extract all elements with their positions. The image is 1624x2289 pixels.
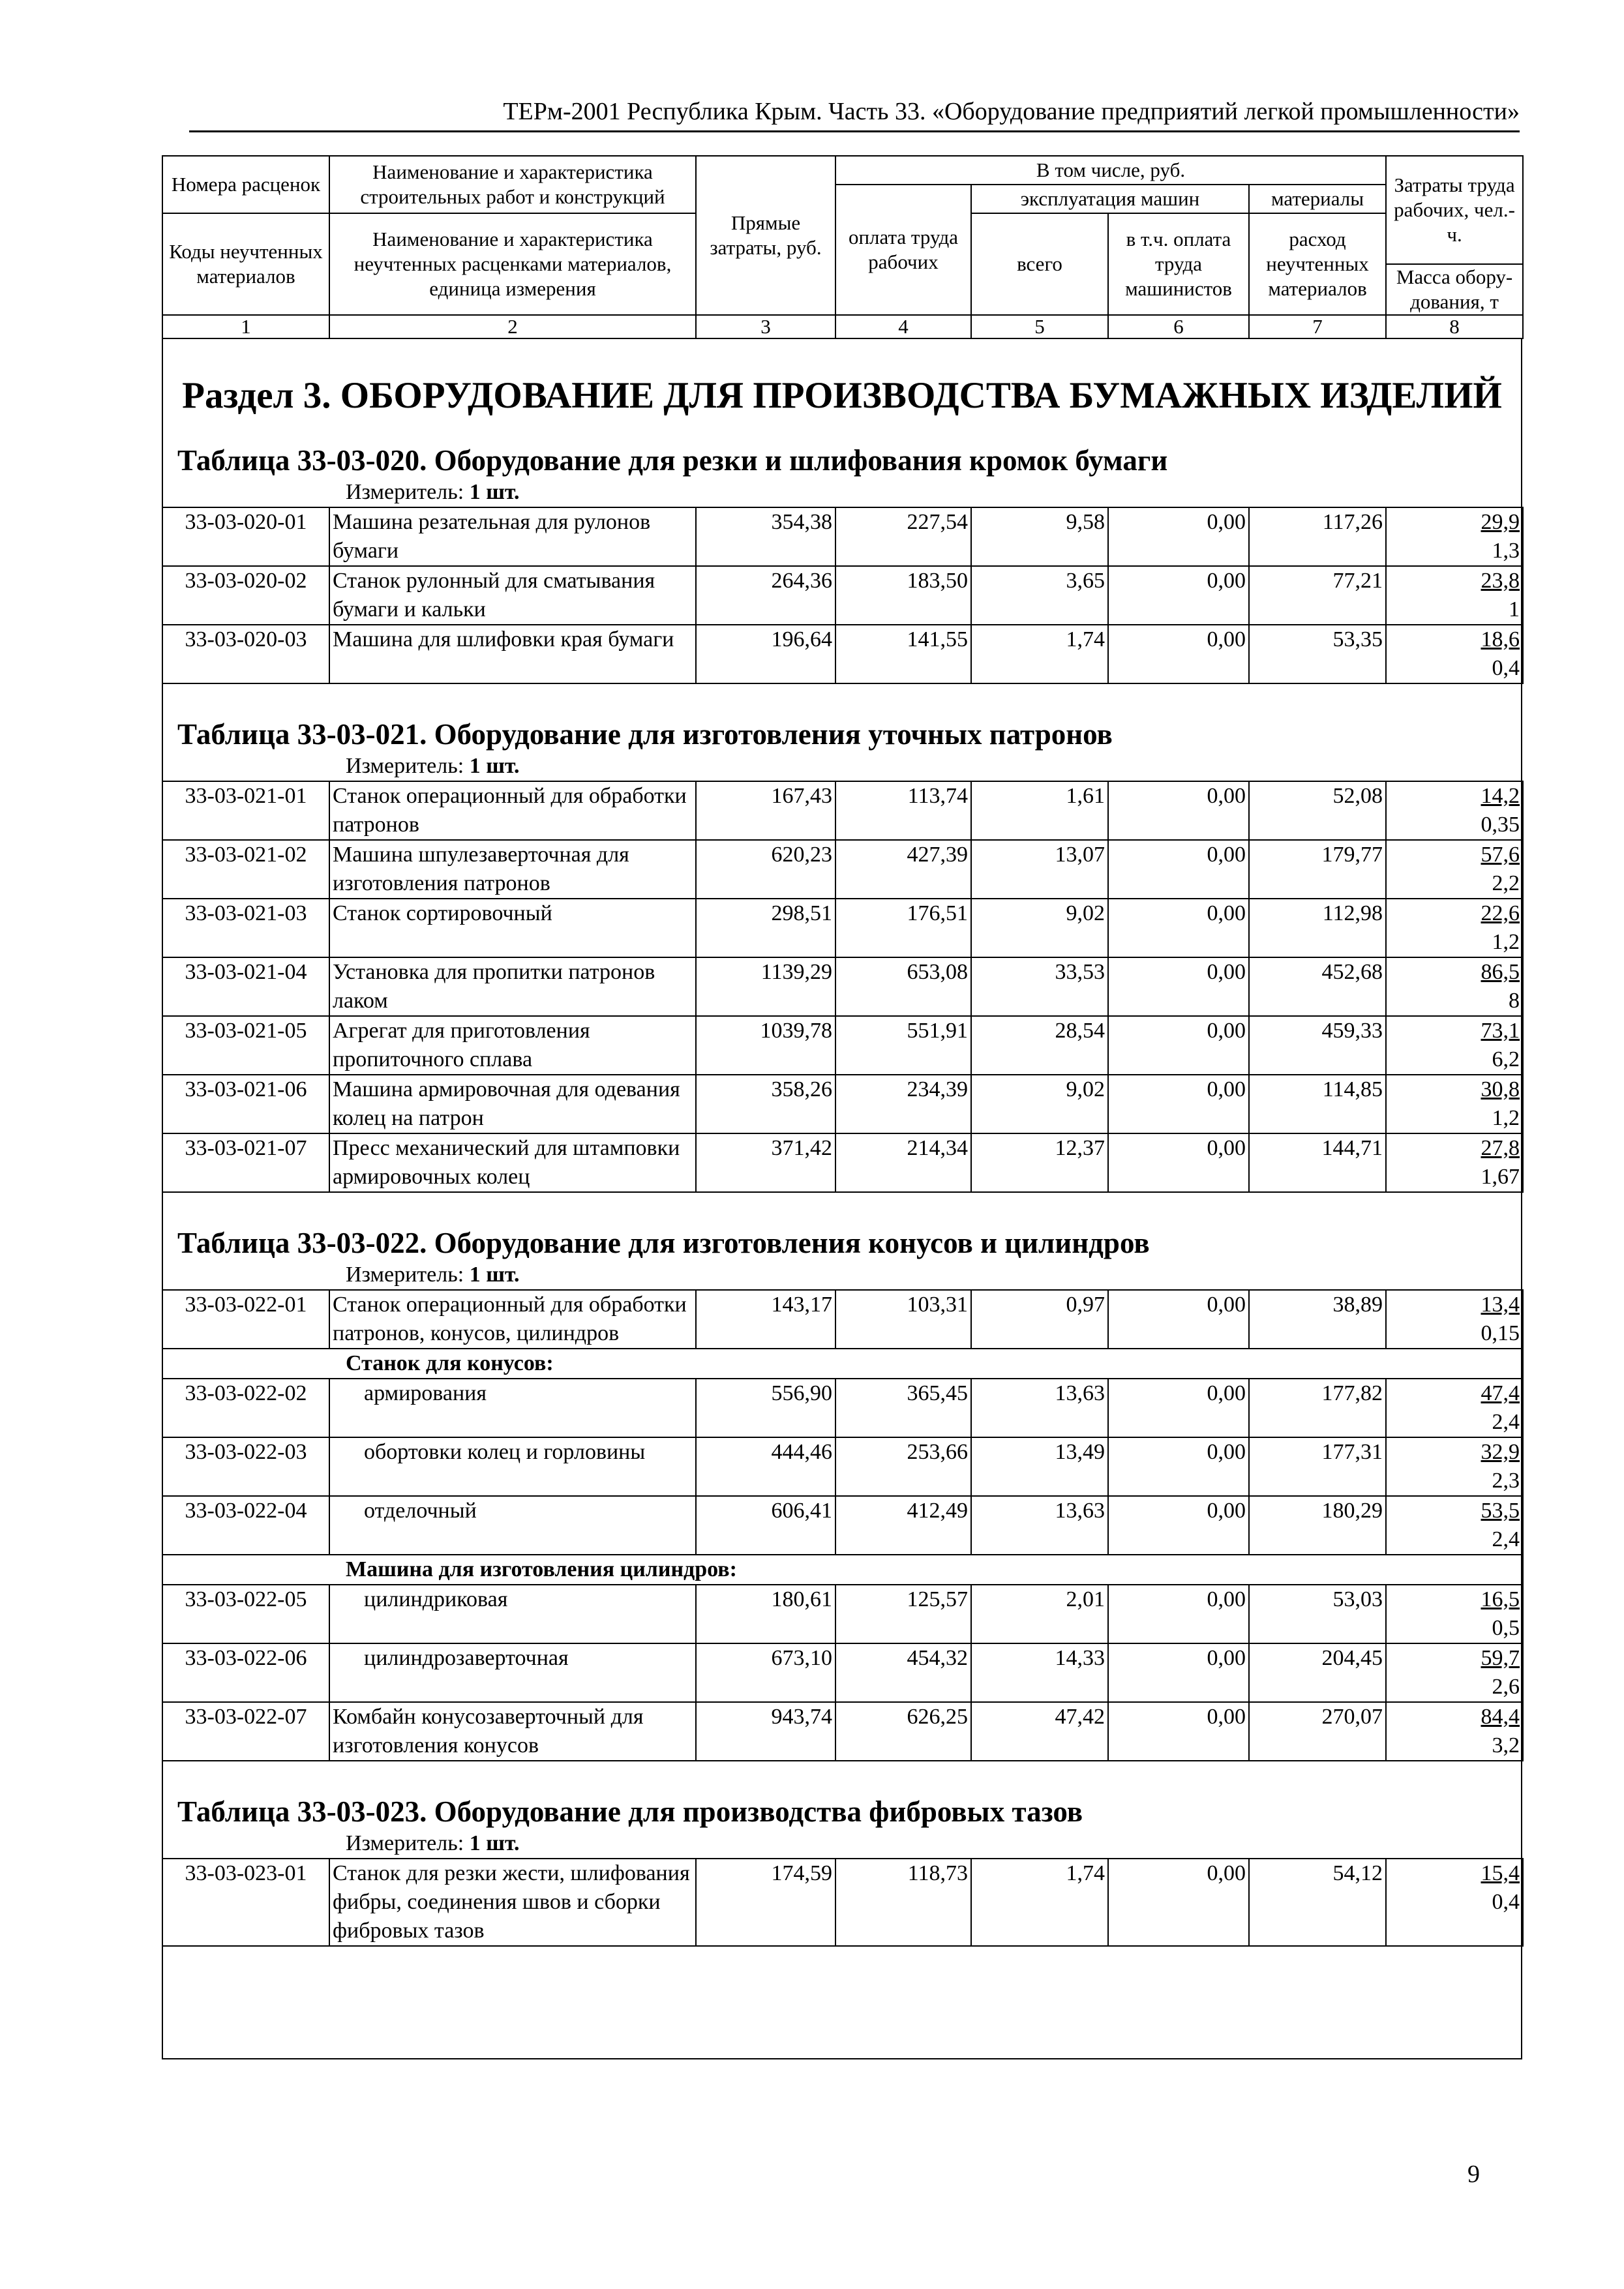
worker-pay: 454,32 xyxy=(835,1643,971,1702)
materials-value: 179,77 xyxy=(1249,840,1386,899)
rate-tables xyxy=(163,443,1521,1979)
materials-value: 114,85 xyxy=(1249,1075,1386,1133)
unit-value: 1 шт. xyxy=(469,754,520,778)
labor-hours xyxy=(1387,567,1520,595)
labor-and-mass xyxy=(1386,1702,1523,1761)
table-row xyxy=(162,1016,1523,1075)
direct-costs: 174,59 xyxy=(696,1859,835,1946)
table-row xyxy=(162,1496,1523,1555)
rate-code: 33-03-021-04 xyxy=(162,957,329,1016)
column-number: 6 xyxy=(1108,315,1249,338)
column-number: 7 xyxy=(1249,315,1386,338)
machines-total: 1,74 xyxy=(971,1859,1108,1946)
column-header-table xyxy=(162,155,1524,339)
rate-code: 33-03-022-01 xyxy=(162,1290,329,1349)
column-number: 2 xyxy=(329,315,696,338)
equipment-mass: 2,3 xyxy=(1492,1469,1520,1493)
rate-code: 33-03-020-03 xyxy=(162,625,329,683)
rate-name: Станок для резки жести, шлифования фибры, соединения швов и сборки фибровых тазов xyxy=(329,1859,696,1946)
group-header-row xyxy=(162,1349,1523,1379)
rate-code: 33-03-020-01 xyxy=(162,507,329,566)
materials-value: 53,03 xyxy=(1249,1585,1386,1643)
operators-pay: 0,00 xyxy=(1108,1643,1249,1702)
rate-name: армирования xyxy=(329,1379,696,1437)
machines-total: 9,02 xyxy=(971,899,1108,957)
table-row xyxy=(162,840,1523,899)
header-rate-numbers: Номера расценок xyxy=(162,156,329,213)
header-unaccounted-materials: расход неучтенных материалов xyxy=(1249,213,1386,315)
labor-and-mass xyxy=(1386,566,1523,625)
operators-pay: 0,00 xyxy=(1108,957,1249,1016)
unit-value: 1 шт. xyxy=(469,1831,520,1855)
unit-label: Измеритель: xyxy=(346,1831,464,1855)
worker-pay: 176,51 xyxy=(835,899,971,957)
unit-label: Измеритель: xyxy=(346,1263,464,1287)
table-row xyxy=(162,1702,1523,1761)
materials-value: 452,68 xyxy=(1249,957,1386,1016)
operators-pay: 0,00 xyxy=(1108,1437,1249,1496)
unit-label: Измеритель: xyxy=(346,754,464,778)
machines-total: 1,61 xyxy=(971,781,1108,840)
operators-pay: 0,00 xyxy=(1108,1859,1249,1946)
materials-value: 204,45 xyxy=(1249,1643,1386,1702)
labor-hours-value: 16,5 xyxy=(1481,1587,1520,1611)
header-worker-pay: оплата труда рабочих xyxy=(835,185,971,315)
labor-and-mass xyxy=(1386,1290,1523,1349)
materials-value: 53,35 xyxy=(1249,625,1386,683)
group-header: Машина для изготовления цилиндров: xyxy=(162,1555,1523,1585)
table-row xyxy=(162,899,1523,957)
machines-total: 47,42 xyxy=(971,1702,1108,1761)
operators-pay: 0,00 xyxy=(1108,1585,1249,1643)
direct-costs: 167,43 xyxy=(696,781,835,840)
materials-value: 38,89 xyxy=(1249,1290,1386,1349)
labor-hours-value: 84,4 xyxy=(1481,1705,1520,1729)
labor-hours-value: 27,8 xyxy=(1481,1136,1520,1160)
page-number: 9 xyxy=(1467,2161,1480,2188)
group-header-row xyxy=(162,1555,1523,1585)
equipment-mass: 8 xyxy=(1509,989,1520,1013)
rate-code: 33-03-020-02 xyxy=(162,566,329,625)
table-gap xyxy=(163,1193,1521,1225)
labor-hours-value: 86,5 xyxy=(1481,960,1520,984)
table-row xyxy=(162,625,1523,683)
rate-name: отделочный xyxy=(329,1496,696,1555)
operators-pay: 0,00 xyxy=(1108,507,1249,566)
equipment-mass: 1 xyxy=(1509,597,1520,621)
labor-hours-value: 15,4 xyxy=(1481,1861,1520,1885)
direct-costs: 606,41 xyxy=(696,1496,835,1555)
machines-total: 13,63 xyxy=(971,1496,1108,1555)
rate-code: 33-03-021-05 xyxy=(162,1016,329,1075)
labor-hours-value: 29,9 xyxy=(1481,510,1520,534)
header-materials: материалы xyxy=(1249,185,1386,213)
worker-pay: 113,74 xyxy=(835,781,971,840)
labor-hours-value: 57,6 xyxy=(1481,843,1520,867)
table-row xyxy=(162,1643,1523,1702)
labor-hours-value: 47,4 xyxy=(1481,1381,1520,1405)
unit-value: 1 шт. xyxy=(469,480,520,504)
labor-hours-value: 22,6 xyxy=(1481,901,1520,925)
rate-code: 33-03-023-01 xyxy=(162,1859,329,1946)
rate-name: Пресс механический для штамповки армировочных колец xyxy=(329,1133,696,1192)
labor-hours-value: 18,6 xyxy=(1481,627,1520,651)
machines-total: 13,07 xyxy=(971,840,1108,899)
rate-name: Машина для шлифовки края бумаги xyxy=(329,625,696,683)
labor-hours xyxy=(1387,1497,1520,1525)
labor-hours xyxy=(1387,1134,1520,1163)
direct-costs: 371,42 xyxy=(696,1133,835,1192)
labor-hours xyxy=(1387,1585,1520,1614)
operators-pay: 0,00 xyxy=(1108,1702,1249,1761)
rate-code: 33-03-022-05 xyxy=(162,1585,329,1643)
worker-pay: 412,49 xyxy=(835,1496,971,1555)
labor-hours xyxy=(1387,1075,1520,1104)
rate-name: Станок рулонный для сматывания бумаги и кальки xyxy=(329,566,696,625)
labor-hours xyxy=(1387,841,1520,869)
labor-hours xyxy=(1387,1438,1520,1467)
labor-hours xyxy=(1387,1291,1520,1319)
header-material-names: Наименование и характеристика неучтенных расценками материалов, единица измерения xyxy=(329,213,696,315)
rate-code: 33-03-022-07 xyxy=(162,1702,329,1761)
machines-total: 2,01 xyxy=(971,1585,1108,1643)
rate-table xyxy=(162,781,1524,1193)
labor-hours xyxy=(1387,1859,1520,1888)
table-gap xyxy=(163,1761,1521,1794)
rate-table xyxy=(162,1858,1524,1947)
equipment-mass: 2,6 xyxy=(1492,1675,1520,1699)
labor-hours xyxy=(1387,782,1520,811)
worker-pay: 227,54 xyxy=(835,507,971,566)
worker-pay: 141,55 xyxy=(835,625,971,683)
rate-name: цилиндрозаверточная xyxy=(329,1643,696,1702)
materials-value: 144,71 xyxy=(1249,1133,1386,1192)
direct-costs: 1139,29 xyxy=(696,957,835,1016)
labor-hours xyxy=(1387,899,1520,928)
rate-code: 33-03-021-03 xyxy=(162,899,329,957)
labor-and-mass xyxy=(1386,1437,1523,1496)
labor-and-mass xyxy=(1386,781,1523,840)
rate-code: 33-03-021-06 xyxy=(162,1075,329,1133)
machines-total: 0,97 xyxy=(971,1290,1108,1349)
rate-code: 33-03-021-01 xyxy=(162,781,329,840)
materials-value: 117,26 xyxy=(1249,507,1386,566)
header-including: В том числе, руб. xyxy=(835,156,1386,185)
labor-hours-value: 32,9 xyxy=(1481,1440,1520,1464)
machines-total: 13,49 xyxy=(971,1437,1108,1496)
operators-pay: 0,00 xyxy=(1108,625,1249,683)
rate-code: 33-03-022-02 xyxy=(162,1379,329,1437)
table-gap xyxy=(163,684,1521,717)
unit-line xyxy=(346,752,1521,781)
operators-pay: 0,00 xyxy=(1108,1075,1249,1133)
rate-code: 33-03-022-03 xyxy=(162,1437,329,1496)
unit-line xyxy=(346,478,1521,507)
materials-value: 77,21 xyxy=(1249,566,1386,625)
header-rule xyxy=(189,130,1520,132)
labor-and-mass xyxy=(1386,625,1523,683)
column-number: 3 xyxy=(696,315,835,338)
rate-name: Станок операционный для обработки патронов xyxy=(329,781,696,840)
group-header: Станок для конусов: xyxy=(162,1349,1523,1379)
machines-total: 3,65 xyxy=(971,566,1108,625)
header-direct-costs: Прямые затраты, руб. xyxy=(696,156,835,315)
equipment-mass: 1,67 xyxy=(1481,1165,1520,1189)
labor-hours-value: 30,8 xyxy=(1481,1077,1520,1101)
equipment-mass: 0,35 xyxy=(1481,813,1520,837)
header-labor-costs: Затраты труда рабочих, чел.-ч. xyxy=(1386,156,1523,264)
worker-pay: 125,57 xyxy=(835,1585,971,1643)
labor-hours xyxy=(1387,625,1520,654)
direct-costs: 943,74 xyxy=(696,1702,835,1761)
rate-code: 33-03-021-02 xyxy=(162,840,329,899)
table-row xyxy=(162,781,1523,840)
machines-total: 33,53 xyxy=(971,957,1108,1016)
column-number: 8 xyxy=(1386,315,1523,338)
direct-costs: 180,61 xyxy=(696,1585,835,1643)
labor-and-mass xyxy=(1386,899,1523,957)
worker-pay: 253,66 xyxy=(835,1437,971,1496)
labor-hours-value: 53,5 xyxy=(1481,1499,1520,1523)
direct-costs: 264,36 xyxy=(696,566,835,625)
rate-name: Комбайн конусозаверточный для изготовления конусов xyxy=(329,1702,696,1761)
table-row xyxy=(162,1859,1523,1946)
labor-and-mass xyxy=(1386,1133,1523,1192)
table-row xyxy=(162,1290,1523,1349)
table-title: Таблица 33-03-022. Оборудование для изготовления конусов и цилиндров xyxy=(177,1227,1150,1259)
equipment-mass: 3,2 xyxy=(1492,1733,1520,1758)
worker-pay: 214,34 xyxy=(835,1133,971,1192)
equipment-mass: 0,4 xyxy=(1492,656,1520,680)
labor-and-mass xyxy=(1386,1016,1523,1075)
labor-and-mass xyxy=(1386,1496,1523,1555)
labor-hours xyxy=(1387,1644,1520,1673)
direct-costs: 354,38 xyxy=(696,507,835,566)
worker-pay: 103,31 xyxy=(835,1290,971,1349)
equipment-mass: 1,2 xyxy=(1492,930,1520,954)
equipment-mass: 2,2 xyxy=(1492,871,1520,895)
labor-and-mass xyxy=(1386,957,1523,1016)
rate-name: обортовки колец и горловины xyxy=(329,1437,696,1496)
table-title: Таблица 33-03-023. Оборудование для производства фибровых тазов xyxy=(177,1795,1083,1828)
worker-pay: 118,73 xyxy=(835,1859,971,1946)
rate-name: Машина шпулезаверточная для изготовления патронов xyxy=(329,840,696,899)
direct-costs: 298,51 xyxy=(696,899,835,957)
labor-and-mass xyxy=(1386,1379,1523,1437)
worker-pay: 653,08 xyxy=(835,957,971,1016)
operators-pay: 0,00 xyxy=(1108,1496,1249,1555)
table-row xyxy=(162,1133,1523,1192)
materials-value: 270,07 xyxy=(1249,1702,1386,1761)
unit-line xyxy=(346,1829,1521,1858)
labor-and-mass xyxy=(1386,1643,1523,1702)
direct-costs: 620,23 xyxy=(696,840,835,899)
equipment-mass: 1,2 xyxy=(1492,1106,1520,1130)
direct-costs: 358,26 xyxy=(696,1075,835,1133)
machines-total: 9,02 xyxy=(971,1075,1108,1133)
rate-name: Машина резательная для рулонов бумаги xyxy=(329,507,696,566)
main-content xyxy=(162,338,1522,2059)
header-material-codes: Коды неучтенных материалов xyxy=(162,213,329,315)
equipment-mass: 2,4 xyxy=(1492,1410,1520,1434)
header-machines-total: всего xyxy=(971,213,1108,315)
labor-and-mass xyxy=(1386,840,1523,899)
table-row xyxy=(162,1379,1523,1437)
labor-and-mass xyxy=(1386,1075,1523,1133)
labor-hours xyxy=(1387,1017,1520,1045)
table-row xyxy=(162,566,1523,625)
section-title: Раздел 3. ОБОРУДОВАНИЕ ДЛЯ ПРОИЗВОДСТВА БУМАЖНЫХ ИЗДЕЛИЙ xyxy=(182,375,1502,416)
table-title: Таблица 33-03-021. Оборудование для изготовления уточных патронов xyxy=(177,718,1113,751)
rate-name: Агрегат для приготовления пропиточного сплава xyxy=(329,1016,696,1075)
direct-costs: 143,17 xyxy=(696,1290,835,1349)
labor-hours-value: 13,4 xyxy=(1481,1293,1520,1317)
equipment-mass: 0,5 xyxy=(1492,1616,1520,1640)
labor-and-mass xyxy=(1386,507,1523,566)
rate-code: 33-03-021-07 xyxy=(162,1133,329,1192)
operators-pay: 0,00 xyxy=(1108,899,1249,957)
rate-name: Машина армировочная для одевания колец на патрон xyxy=(329,1075,696,1133)
running-header: ТЕРм-2001 Республика Крым. Часть 33. «Оборудование предприятий легкой промышленности» xyxy=(503,98,1520,125)
materials-value: 459,33 xyxy=(1249,1016,1386,1075)
table-row xyxy=(162,507,1523,566)
unit-label: Измеритель: xyxy=(346,480,464,504)
machines-total: 14,33 xyxy=(971,1643,1108,1702)
direct-costs: 444,46 xyxy=(696,1437,835,1496)
worker-pay: 365,45 xyxy=(835,1379,971,1437)
materials-value: 180,29 xyxy=(1249,1496,1386,1555)
worker-pay: 183,50 xyxy=(835,566,971,625)
unit-value: 1 шт. xyxy=(469,1263,520,1287)
table-row xyxy=(162,1585,1523,1643)
materials-value: 54,12 xyxy=(1249,1859,1386,1946)
equipment-mass: 2,4 xyxy=(1492,1527,1520,1551)
worker-pay: 427,39 xyxy=(835,840,971,899)
direct-costs: 556,90 xyxy=(696,1379,835,1437)
table-title: Таблица 33-03-020. Оборудование для резки и шлифования кромок бумаги xyxy=(177,444,1168,477)
equipment-mass: 1,3 xyxy=(1492,539,1520,563)
table-gap xyxy=(163,1947,1521,1979)
rate-name: Станок сортировочный xyxy=(329,899,696,957)
materials-value: 177,82 xyxy=(1249,1379,1386,1437)
materials-value: 52,08 xyxy=(1249,781,1386,840)
rate-table xyxy=(162,1289,1524,1761)
machines-total: 28,54 xyxy=(971,1016,1108,1075)
labor-hours xyxy=(1387,958,1520,987)
rate-name: цилиндриковая xyxy=(329,1585,696,1643)
worker-pay: 626,25 xyxy=(835,1702,971,1761)
column-number: 1 xyxy=(162,315,329,338)
table-row xyxy=(162,957,1523,1016)
column-number: 4 xyxy=(835,315,971,338)
machines-total: 9,58 xyxy=(971,507,1108,566)
table-row xyxy=(162,1075,1523,1133)
equipment-mass: 0,4 xyxy=(1492,1890,1520,1914)
rate-code: 33-03-022-06 xyxy=(162,1643,329,1702)
materials-value: 177,31 xyxy=(1249,1437,1386,1496)
header-work-name: Наименование и характеристика строительных работ и конструкций xyxy=(329,156,696,213)
rate-code: 33-03-022-04 xyxy=(162,1496,329,1555)
direct-costs: 673,10 xyxy=(696,1643,835,1702)
rate-table xyxy=(162,507,1524,684)
machines-total: 12,37 xyxy=(971,1133,1108,1192)
worker-pay: 551,91 xyxy=(835,1016,971,1075)
operators-pay: 0,00 xyxy=(1108,1290,1249,1349)
worker-pay: 234,39 xyxy=(835,1075,971,1133)
equipment-mass: 0,15 xyxy=(1481,1321,1520,1345)
labor-hours-value: 59,7 xyxy=(1481,1646,1520,1670)
operators-pay: 0,00 xyxy=(1108,1379,1249,1437)
header-operators-pay: в т.ч. оплата труда машинистов xyxy=(1108,213,1249,315)
machines-total: 1,74 xyxy=(971,625,1108,683)
table-row xyxy=(162,1437,1523,1496)
labor-hours-value: 73,1 xyxy=(1481,1019,1520,1043)
materials-value: 112,98 xyxy=(1249,899,1386,957)
labor-and-mass xyxy=(1386,1859,1523,1946)
labor-hours-value: 23,8 xyxy=(1481,569,1520,593)
machines-total: 13,63 xyxy=(971,1379,1108,1437)
labor-hours xyxy=(1387,1703,1520,1731)
unit-line xyxy=(346,1261,1521,1289)
operators-pay: 0,00 xyxy=(1108,566,1249,625)
operators-pay: 0,00 xyxy=(1108,1016,1249,1075)
operators-pay: 0,00 xyxy=(1108,840,1249,899)
equipment-mass: 6,2 xyxy=(1492,1047,1520,1071)
labor-hours xyxy=(1387,1379,1520,1408)
header-machine-operation: эксплуатация машин xyxy=(971,185,1249,213)
rate-name: Установка для пропитки патронов лаком xyxy=(329,957,696,1016)
labor-and-mass xyxy=(1386,1585,1523,1643)
operators-pay: 0,00 xyxy=(1108,1133,1249,1192)
header-equipment-mass: Масса обору-дования, т xyxy=(1386,264,1523,315)
column-number: 5 xyxy=(971,315,1108,338)
direct-costs: 1039,78 xyxy=(696,1016,835,1075)
direct-costs: 196,64 xyxy=(696,625,835,683)
labor-hours xyxy=(1387,508,1520,537)
rate-name: Станок операционный для обработки патронов, конусов, цилиндров xyxy=(329,1290,696,1349)
labor-hours-value: 14,2 xyxy=(1481,784,1520,808)
operators-pay: 0,00 xyxy=(1108,781,1249,840)
